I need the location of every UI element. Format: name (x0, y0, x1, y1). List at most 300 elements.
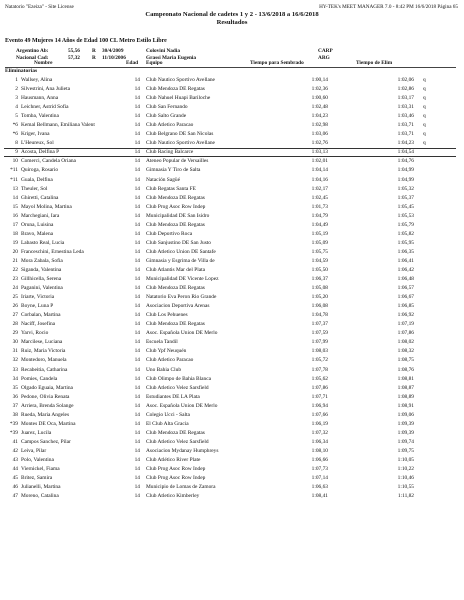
qualifier-mark: q (423, 86, 426, 93)
final-time: 1:08,32 (397, 348, 414, 355)
seed-time: 1:08,10 (311, 447, 328, 454)
column-age: Edad (126, 60, 139, 66)
swimmer-name: Acosta, Delfina P (21, 149, 60, 156)
record-team: ARG (318, 55, 330, 61)
club-cell: Gimnasia y Esgrima de Villa de (146, 257, 215, 264)
swimmer-name: Leiva, Pilar (21, 447, 47, 454)
final-time: 1:06,48 (397, 276, 414, 283)
club-cell: Colegio Ucci - Salta (146, 411, 190, 418)
swimmer-name: Siganda, Valentina (21, 266, 62, 273)
place-cell: 23 (12, 276, 18, 283)
club-cell: Club San Fernando (146, 104, 188, 111)
seed-time: 1:06,19 (311, 420, 328, 427)
table-row (0, 239, 464, 248)
age-cell: 14 (134, 312, 140, 319)
table-row (0, 130, 464, 139)
age-cell: 14 (134, 484, 140, 491)
table-row (0, 176, 464, 185)
age-cell: 14 (134, 429, 140, 436)
seed-time: 1:06,66 (311, 456, 328, 463)
swimmer-name: Guala, Delfina (21, 176, 53, 183)
club-cell: Estudiantes DE LA Plata (146, 393, 200, 400)
age-cell: 14 (134, 212, 140, 219)
club-cell: Club Atletico Paracao (146, 122, 194, 129)
place-cell: 22 (12, 266, 18, 273)
final-time: 1:10,05 (397, 456, 414, 463)
table-row (0, 384, 464, 393)
final-time: 1:06,42 (397, 266, 414, 273)
club-cell: Club Deportivo Roca (146, 230, 193, 237)
club-cell: Club Nautico Sportivo Avellane (146, 140, 215, 147)
table-row (0, 284, 464, 293)
swimmer-name: Julianelli, Martina (21, 484, 61, 491)
age-cell: 14 (134, 420, 140, 427)
final-time: 1:06,92 (397, 312, 414, 319)
seed-time: 1:03,13 (311, 149, 328, 156)
table-row (0, 420, 464, 429)
club-cell: Club Mendoza DE Regatas (146, 86, 205, 93)
place-cell: 33 (12, 366, 18, 373)
place-cell: 37 (12, 402, 18, 409)
event-title: Evento 49 Mujeres 14 Años de Edad 100 CL Metro Estilo Libre (5, 38, 167, 44)
club-cell: Club Atletico Velez Sarsfield (146, 438, 209, 445)
place-cell: 24 (12, 285, 18, 292)
qualifier-mark: q (423, 122, 426, 129)
final-time: 1:03,31 (397, 104, 414, 111)
age-cell: 14 (134, 140, 140, 147)
age-cell: 14 (134, 77, 140, 83)
final-time: 1:06,67 (397, 294, 414, 301)
table-row (0, 402, 464, 411)
age-cell: 14 (134, 221, 140, 228)
table-row (0, 112, 464, 121)
age-cell: 14 (134, 131, 140, 138)
age-cell: 14 (134, 321, 140, 328)
club-cell: El Club Alta Gracia (146, 420, 189, 427)
final-time: 1:04,76 (397, 158, 414, 165)
seed-time: 1:05,19 (311, 230, 328, 237)
table-row (0, 320, 464, 329)
seed-time: 1:04,59 (311, 257, 328, 264)
place-cell: 29 (12, 330, 18, 337)
place-cell: 36 (12, 393, 18, 400)
club-cell: Gimnasia Y Tiro de Salta (146, 167, 201, 174)
seed-time: 1:00,14 (311, 77, 328, 83)
place-cell: *39 (9, 429, 18, 436)
seed-time: 1:06,08 (311, 303, 328, 310)
swimmer-name: Moreno, Catalina (21, 493, 59, 500)
place-cell: 35 (12, 384, 18, 391)
seed-time: 1:05,09 (311, 239, 328, 246)
swimmer-name: Rueda, Maria Angeles (21, 411, 70, 418)
table-row (0, 185, 464, 194)
seed-time: 1:01,73 (311, 203, 328, 210)
qualifier-mark: q (423, 131, 426, 138)
place-cell: 30 (12, 339, 18, 346)
club-cell: Club Prog Asoc Row Indep (146, 475, 206, 482)
table-row (0, 76, 464, 85)
table-row (0, 293, 464, 302)
swimmer-name: Quiroga, Rosario (21, 167, 59, 174)
place-cell: 31 (12, 348, 18, 355)
place-cell: 28 (12, 321, 18, 328)
final-time: 1:08,87 (397, 384, 414, 391)
record-time: 57,32 (68, 55, 80, 61)
qualifier-mark: q (423, 113, 426, 120)
table-row (0, 438, 464, 447)
age-cell: 14 (134, 402, 140, 409)
seed-time: 1:07,78 (311, 366, 328, 373)
club-cell: Municipalidad DE San Isidro (146, 212, 210, 219)
club-cell: Municipio de Lomas de Zamora (146, 484, 216, 491)
final-time: 1:06,85 (397, 303, 414, 310)
table-row (0, 230, 464, 239)
age-cell: 14 (134, 276, 140, 283)
place-cell: 4 (15, 104, 18, 111)
swimmer-name: Britez, Samira (21, 475, 53, 482)
final-time: 1:03,17 (397, 95, 414, 102)
club-cell: Escuela Tandil (146, 339, 178, 346)
final-time: 1:02,86 (397, 86, 414, 93)
swimmer-name: Kemal Bellmann, Emiliana Valent (21, 122, 95, 129)
table-row (0, 329, 464, 338)
seed-time: 1:04,79 (311, 212, 328, 219)
final-time: 1:09,75 (397, 447, 414, 454)
table-row (0, 94, 464, 103)
qualifier-mark: q (423, 104, 426, 111)
swimmer-name: Mayol Molina, Martina (21, 203, 72, 210)
swimmer-name: Leichner, Astrid Sofia (21, 104, 69, 111)
final-time: 1:08,89 (397, 393, 414, 400)
table-row (0, 492, 464, 501)
table-row (0, 375, 464, 384)
results-title: Resultados (216, 19, 248, 26)
swimmer-name: Yarvi, Rocio (21, 330, 49, 337)
table-row (0, 338, 464, 347)
swimmer-name: Iriarte, Victoria (21, 294, 55, 301)
age-cell: 14 (134, 438, 140, 445)
swimmer-name: Kriger, Ivana (21, 131, 50, 138)
swimmer-name: Ruiz, Maria Victoria (21, 348, 66, 355)
age-cell: 14 (134, 330, 140, 337)
swimmer-name: Mora Zabala, Sofia (21, 257, 63, 264)
club-cell: Municipalidad DE Vicente Lopez (146, 276, 219, 283)
club-cell: Asociacion Mydanay Humphreys (146, 447, 219, 454)
age-cell: 14 (134, 257, 140, 264)
swimmer-name: Ghiretti, Catalina (21, 194, 59, 201)
seed-time: 1:07,66 (311, 411, 328, 418)
place-cell: 10 (12, 158, 18, 165)
seed-time: 1:02,17 (311, 185, 328, 192)
seed-time: 1:06,94 (311, 402, 328, 409)
table-row (0, 157, 464, 166)
final-time: 1:05,32 (397, 185, 414, 192)
column-name: Nombre (34, 60, 53, 66)
place-cell: 2 (15, 86, 18, 93)
age-cell: 14 (134, 95, 140, 102)
seed-time: 1:00,60 (311, 95, 328, 102)
club-cell: Club Regatas Santa FE (146, 185, 196, 192)
final-time: 1:04,54 (397, 149, 414, 156)
column-seed: Tiempo para Sembrado (250, 60, 304, 66)
final-time: 1:02,06 (397, 77, 414, 83)
swimmer-name: Boyne, Luna P (21, 303, 54, 310)
age-cell: 14 (134, 348, 140, 355)
age-cell: 14 (134, 194, 140, 201)
record-label: Nacional Cad: (16, 55, 49, 61)
age-cell: 14 (134, 176, 140, 183)
final-time: 1:06,57 (397, 285, 414, 292)
club-cell: Ateneo Popular de Versailles (146, 158, 209, 165)
column-club: Equipo (146, 60, 163, 66)
table-row (0, 429, 464, 438)
place-cell: 34 (12, 375, 18, 382)
swimmer-name: Viernickel, Fiama (21, 466, 60, 473)
table-row (0, 221, 464, 230)
club-cell: Club Salto Grande (146, 113, 187, 120)
record-time: 55,56 (68, 48, 80, 54)
seed-time: 1:07,86 (311, 384, 328, 391)
seed-time: 1:07,73 (311, 466, 328, 473)
final-time: 1:05,45 (397, 203, 414, 210)
final-time: 1:08,76 (397, 366, 414, 373)
age-cell: 14 (134, 285, 140, 292)
place-cell: 13 (12, 185, 18, 192)
swimmer-name: Pedone, Olivia Renata (21, 393, 70, 400)
club-cell: Natatorio Eva Peron Rio Grande (146, 294, 217, 301)
seed-time: 1:07,32 (311, 429, 328, 436)
final-time: 1:05,53 (397, 212, 414, 219)
age-cell: 14 (134, 203, 140, 210)
club-cell: Club Los Pehuenes (146, 312, 188, 319)
seed-time: 1:02,01 (311, 158, 328, 165)
age-cell: 14 (134, 339, 140, 346)
final-time: 1:08,91 (397, 402, 414, 409)
seed-time: 1:02,98 (311, 122, 328, 129)
club-cell: Club Sanjustino DE San Justo (146, 239, 211, 246)
club-cell: Club Atletico Union DE Santafe (146, 248, 216, 255)
swimmer-name: Naciff, Josefina (21, 321, 56, 328)
final-time: 1:07,86 (397, 330, 414, 337)
age-cell: 14 (134, 239, 140, 246)
age-cell: 14 (134, 493, 140, 500)
club-cell: Asoc. Española Union DE Merlo (146, 402, 218, 409)
place-cell: 44 (12, 466, 18, 473)
place-cell: 32 (12, 357, 18, 364)
club-cell: Club Atlantis Mar del Plata (146, 266, 205, 273)
club-cell: Club Atletico Kimberley (146, 493, 200, 500)
table-row (0, 248, 464, 257)
club-cell: Club Prog Asoc Row Indep (146, 466, 206, 473)
swimmer-name: Montes DE Oca, Martina (21, 420, 76, 427)
place-cell: 18 (12, 230, 18, 237)
place-cell: 3 (15, 95, 18, 102)
age-cell: 14 (134, 248, 140, 255)
final-time: 1:08,75 (397, 357, 414, 364)
final-time: 1:08,81 (397, 375, 414, 382)
place-cell: *39 (9, 420, 18, 427)
swimmer-name: Marchegiani, Iara (21, 212, 60, 219)
table-row (0, 139, 464, 148)
place-cell: 46 (12, 484, 18, 491)
final-time: 1:04,99 (397, 167, 414, 174)
seed-time: 1:05,50 (311, 266, 328, 273)
seed-time: 1:05,72 (311, 357, 328, 364)
age-cell: 14 (134, 230, 140, 237)
place-cell: 26 (12, 303, 18, 310)
place-cell: 45 (12, 475, 18, 482)
club-cell: Club Atlético River Plate (146, 456, 201, 463)
swimmer-name: Arriera, Brenda Solange (21, 402, 74, 409)
age-cell: 14 (134, 185, 140, 192)
table-row (0, 302, 464, 311)
seed-time: 1:04,14 (311, 167, 328, 174)
seed-time: 1:08,41 (311, 493, 328, 500)
place-cell: *6 (12, 122, 18, 129)
table-row (0, 121, 464, 130)
seed-time: 1:06,63 (311, 484, 328, 491)
age-cell: 14 (134, 375, 140, 382)
age-cell: 14 (134, 411, 140, 418)
final-time: 1:06,41 (397, 257, 414, 264)
place-cell: 42 (12, 447, 18, 454)
swimmer-name: Silvestrini, Ana Julieta (21, 86, 70, 93)
place-cell: 25 (12, 294, 18, 301)
place-cell: 41 (12, 438, 18, 445)
swimmer-name: Paganini, Valentina (21, 285, 63, 292)
place-cell: *11 (10, 167, 18, 174)
final-time: 1:03,71 (397, 131, 414, 138)
final-time: 1:03,71 (397, 122, 414, 129)
club-cell: Club Atletico Velez Sarsfield (146, 384, 209, 391)
seed-time: 1:07,59 (311, 330, 328, 337)
swimmer-name: Franceschini, Ernestina Leda (21, 248, 84, 255)
meet-title: Campeonato Nacional de cadetes 1 y 2 - 13/6/2018 a 16/6/2018 (145, 11, 319, 18)
final-time: 1:10,22 (397, 466, 414, 473)
seed-time: 1:02,36 (311, 86, 328, 93)
age-cell: 14 (134, 122, 140, 129)
table-row (0, 275, 464, 284)
record-flag: R (92, 48, 96, 54)
record-argentino (0, 48, 464, 55)
place-cell: 8 (15, 140, 18, 147)
swimmer-name: Tomba, Valentina (21, 113, 59, 120)
table-row (0, 266, 464, 275)
seed-time: 1:04,23 (311, 113, 328, 120)
age-cell: 14 (134, 393, 140, 400)
seed-time: 1:02,76 (311, 140, 328, 147)
swimmer-name: Oruna, Luisina (21, 221, 54, 228)
place-cell: 15 (12, 203, 18, 210)
final-time: 1:09,39 (397, 429, 414, 436)
club-cell: Club Olimpo de Bahia Blanca (146, 375, 211, 382)
column-final: Tiempo de Elim (356, 60, 393, 66)
seed-time: 1:05,20 (311, 294, 328, 301)
age-cell: 14 (134, 113, 140, 120)
club-cell: Club Mendoza DE Regatas (146, 194, 205, 201)
section-heading: Eliminatorias (5, 68, 38, 74)
age-cell: 14 (134, 447, 140, 454)
swimmer-name: Pomies, Candela (21, 375, 58, 382)
club-cell: Club Mendoza DE Regatas (146, 221, 205, 228)
club-cell: Natación Sagüé (146, 176, 180, 183)
age-cell: 14 (134, 149, 140, 156)
place-cell: 20 (12, 248, 18, 255)
final-time: 1:05,82 (397, 230, 414, 237)
table-row (0, 447, 464, 456)
final-time: 1:10,55 (397, 484, 414, 491)
final-time: 1:04,23 (397, 140, 414, 147)
seed-time: 1:04,16 (311, 176, 328, 183)
age-cell: 14 (134, 294, 140, 301)
swimmer-name: Campos Sanchez, Pilar (21, 438, 71, 445)
place-cell: 16 (12, 212, 18, 219)
final-time: 1:05,95 (397, 239, 414, 246)
final-time: 1:10,46 (397, 475, 414, 482)
place-cell: 47 (12, 493, 18, 500)
place-cell: 19 (12, 239, 18, 246)
age-cell: 14 (134, 384, 140, 391)
table-row (0, 311, 464, 320)
place-cell: *6 (12, 131, 18, 138)
table-row (0, 465, 464, 474)
final-time: 1:04,99 (397, 176, 414, 183)
table-row (0, 411, 464, 420)
swimmer-name: Olgado Eguaia, Martina (21, 384, 73, 391)
final-time: 1:03,46 (397, 113, 414, 120)
table-row (0, 456, 464, 465)
seed-time: 1:06,37 (311, 276, 328, 283)
seed-time: 1:05,08 (311, 285, 328, 292)
site-license-header: Natatorio "Ezeiza" - Site License (5, 4, 74, 10)
place-cell: *11 (10, 176, 18, 183)
table-row (0, 356, 464, 365)
seed-time: 1:06,34 (311, 438, 328, 445)
record-date: 11/10/2006 (102, 55, 126, 61)
table-row (0, 85, 464, 94)
age-cell: 14 (134, 466, 140, 473)
swimmer-name: Polo, Valentina (21, 456, 54, 463)
seed-time: 1:05,62 (311, 375, 328, 382)
club-cell: Club Nahuel Huapi Bariloche (146, 95, 211, 102)
club-cell: Club Mendoza DE Regatas (146, 321, 205, 328)
age-cell: 14 (134, 475, 140, 482)
place-cell: 14 (12, 194, 18, 201)
record-holder: Colovini Nadia (146, 48, 180, 54)
place-cell: 27 (12, 312, 18, 319)
swimmer-name: Recabeitia, Catharina (21, 366, 68, 373)
record-date: 30/4/2009 (102, 48, 124, 54)
club-cell: Club Nautico Sportivo Avellane (146, 77, 215, 83)
seed-time: 1:05,75 (311, 248, 328, 255)
age-cell: 14 (134, 158, 140, 165)
swimmer-name: Comerci, Candela Oriana (21, 158, 76, 165)
swimmer-name: Wallsey, Alina (21, 77, 53, 83)
table-row (0, 148, 464, 157)
final-time: 1:05,79 (397, 221, 414, 228)
seed-time: 1:03,06 (311, 131, 328, 138)
swimmer-name: Theuler, Sol (21, 185, 48, 192)
swimmer-name: Corbalan, Martina (21, 312, 61, 319)
table-row (0, 203, 464, 212)
place-cell: 21 (12, 257, 18, 264)
final-time: 1:09,06 (397, 411, 414, 418)
age-cell: 14 (134, 167, 140, 174)
table-row (0, 347, 464, 356)
place-cell: 17 (12, 221, 18, 228)
club-cell: Club Ypf Neuquén (146, 348, 187, 355)
table-row (0, 103, 464, 112)
